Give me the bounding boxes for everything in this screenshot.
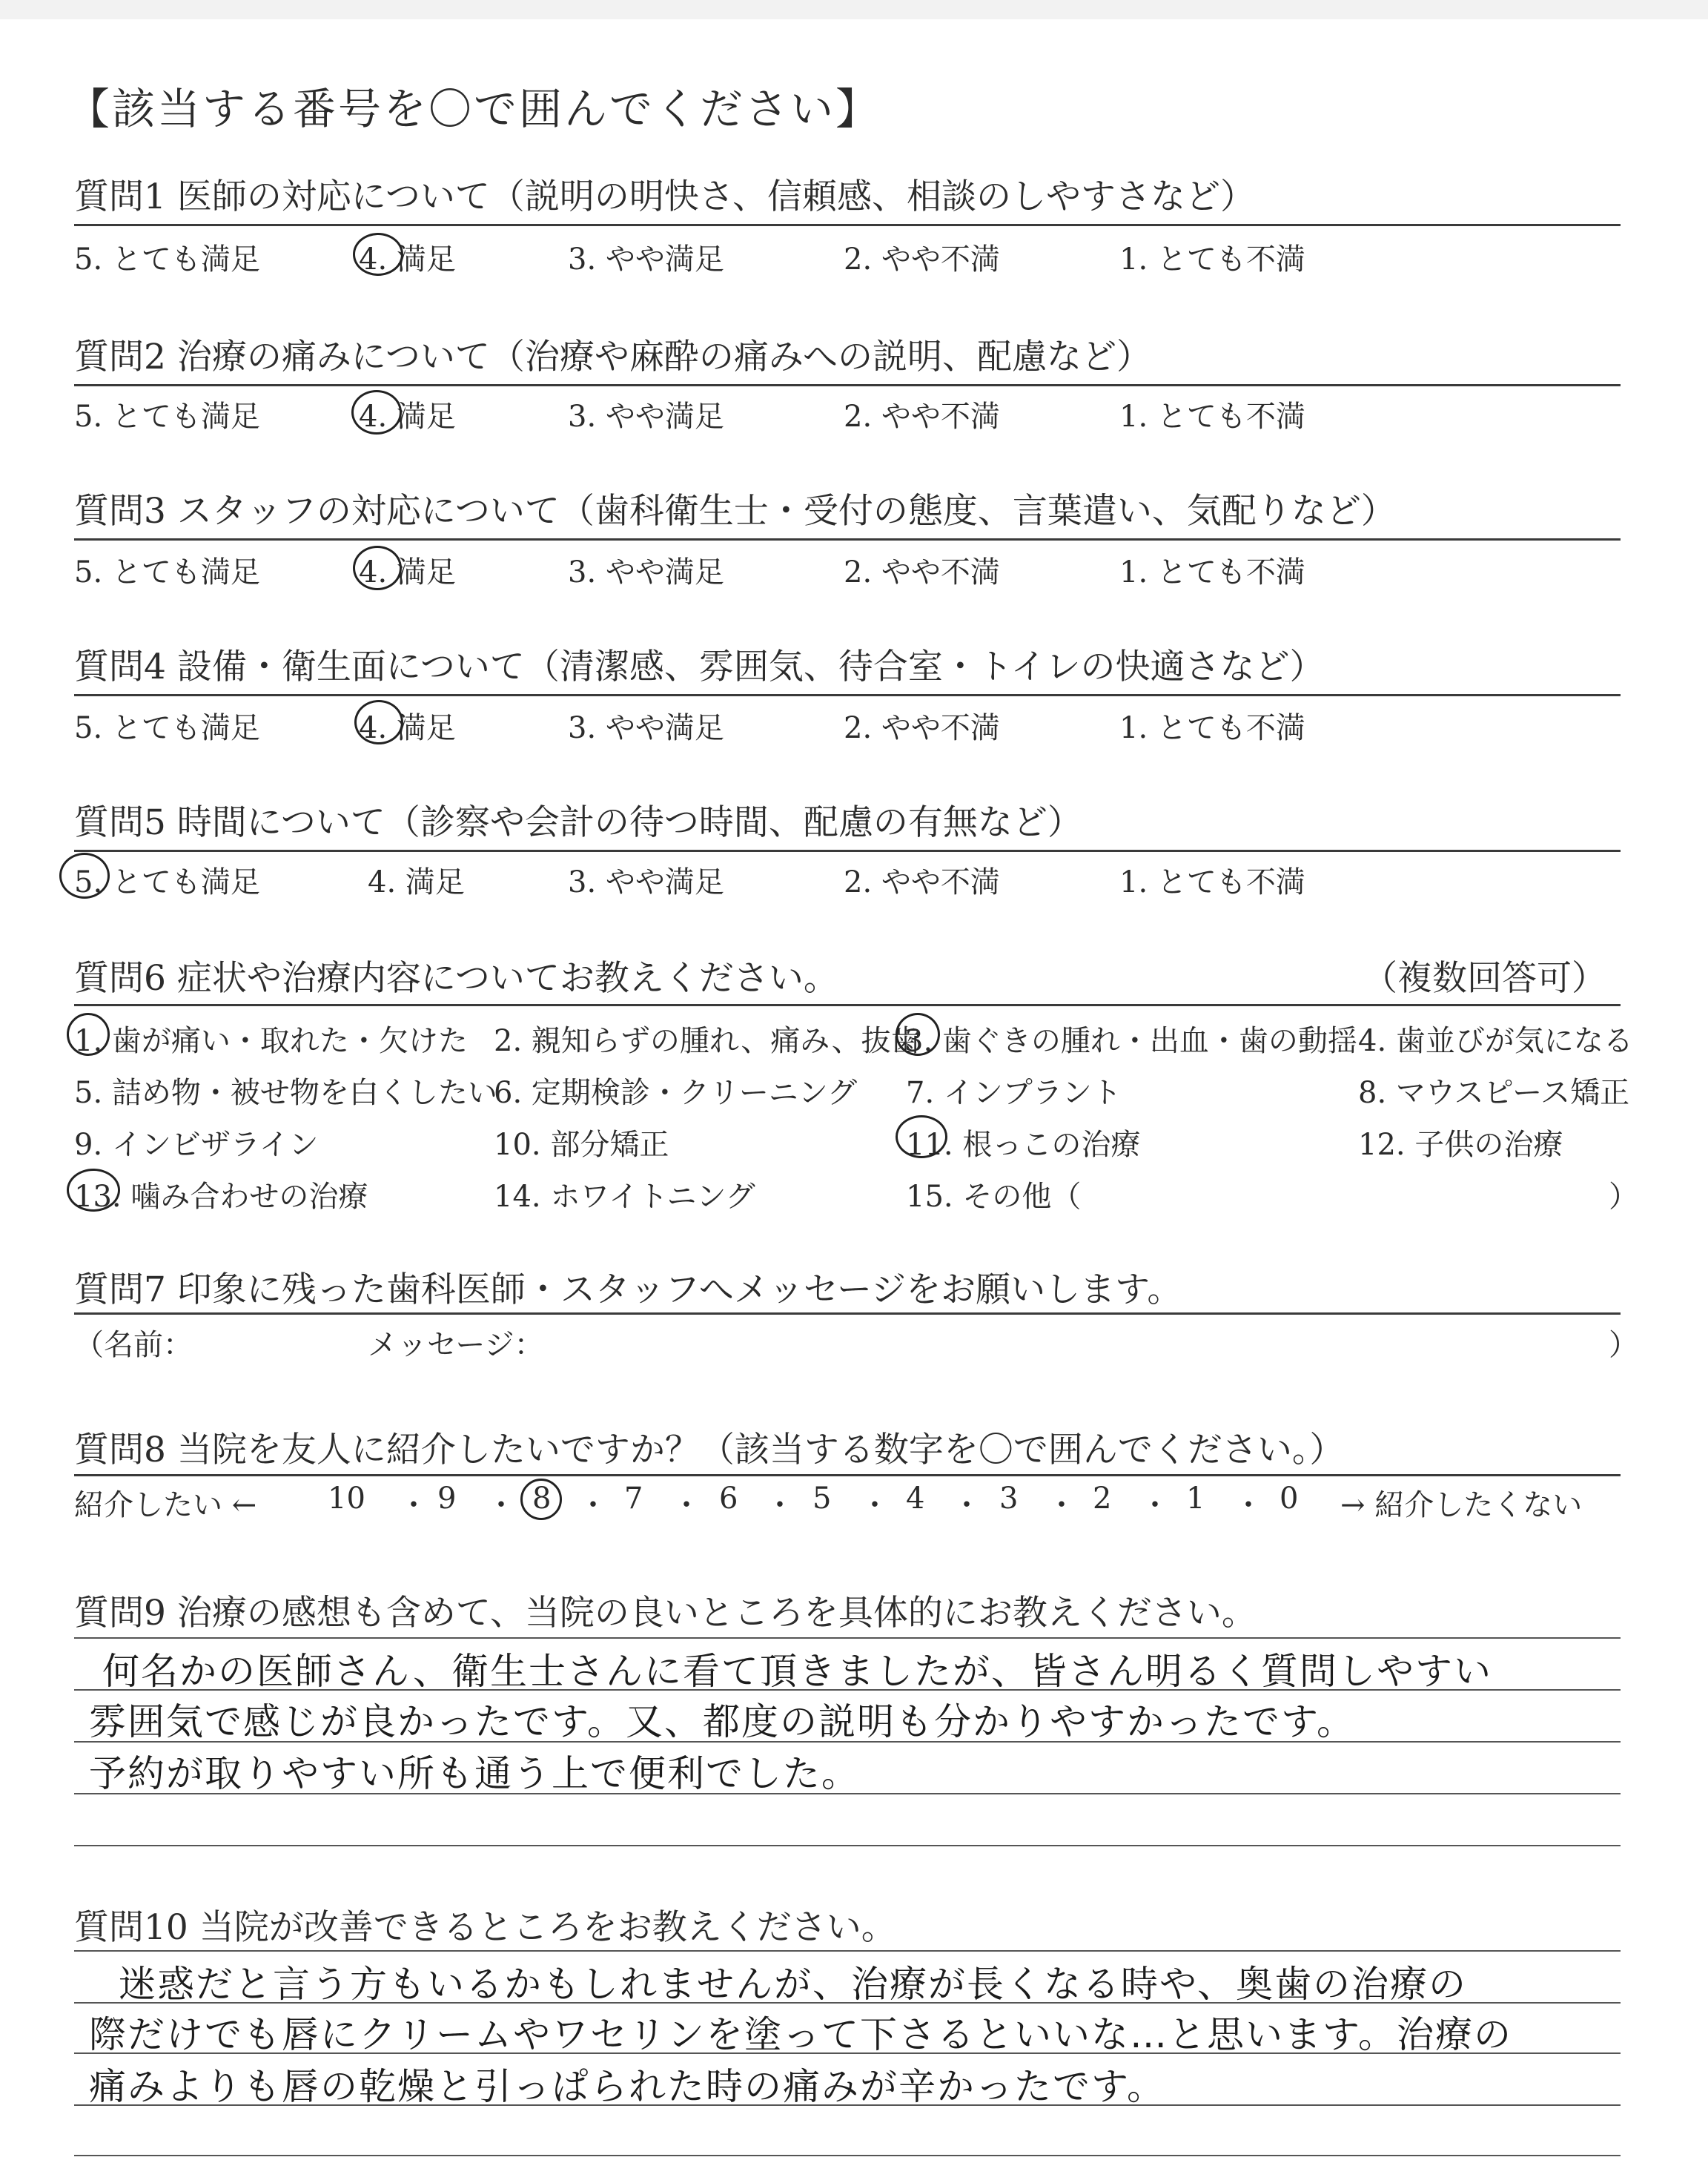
q8-sep: ・ [578,1488,608,1522]
q8-sep: ・ [399,1488,428,1522]
q7-close-paren: ） [1609,1328,1638,1362]
form-header: 【該当する番号を〇で囲んでください】 [67,84,881,134]
q6-item-10[interactable]: 10. 部分矯正 [494,1128,669,1162]
q4-option-5[interactable]: 5. とても満足 [74,711,260,745]
q8-sep: ・ [1047,1488,1076,1522]
q4-option-3[interactable]: 3. やや満足 [568,711,724,745]
question-5-rule [74,850,1621,852]
question-9-title: 質問9 治療の感想も含めて、当院の良いところを具体的にお教えください。 [74,1593,1257,1634]
q8-left-label: 紹介したい ← [74,1488,257,1522]
q9-answer-line-1: 何名かの医師さん、衛生士さんに看て頂きましたが、皆さん明るく質問しやすい [102,1650,1492,1693]
q3-option-2[interactable]: 2. やや不満 [844,555,1000,589]
q9-line-1 [74,1637,1621,1639]
question-2-title: 質問2 治療の痛みについて（治療や麻酔の痛みへの説明、配慮など） [74,337,1151,377]
question-6-rule [74,1004,1621,1006]
q1-option-5[interactable]: 5. とても満足 [74,242,260,277]
question-6-title: 質問6 症状や治療内容についてお教えください。 [74,958,838,999]
question-1-title: 質問1 医師の対応について（説明の明快さ、信頼感、相談のしやすさなど） [74,176,1256,217]
q4-option-2[interactable]: 2. やや不満 [844,711,1000,745]
question-3-rule [74,538,1621,541]
q6-item-14[interactable]: 14. ホワイトニング [494,1180,755,1214]
q1-option-1[interactable]: 1. とても不満 [1119,242,1305,277]
q8-scale-5[interactable]: 5 [812,1482,832,1516]
q8-right-label: → 紹介したくない [1340,1488,1583,1522]
q8-sep: ・ [1140,1488,1170,1522]
q8-sep: ・ [765,1488,795,1522]
q5-option-3[interactable]: 3. やや満足 [568,865,724,899]
question-1-rule [74,224,1621,226]
q10-answer-line-2: 際だけでも唇にクリームやワセリンを塗って下さるといいな…と思います。治療の [89,2013,1512,2056]
q8-scale-7[interactable]: 7 [624,1482,643,1516]
q6-item-11[interactable]: 11. 根っこの治療 [906,1128,1141,1162]
question-6-note: （複数回答可） [1363,958,1606,999]
q3-selection-circle [353,546,402,590]
q10-answer-line-1: 迷惑だと言う方もいるかもしれませんが、治療が長くなる時や、奥歯の治療の [119,1963,1467,2006]
q2-option-2[interactable]: 2. やや不満 [844,400,1000,434]
q5-selection-circle [59,853,110,899]
q5-option-2[interactable]: 2. やや不満 [844,865,1000,899]
q2-option-4[interactable]: 4. 満足 [359,400,456,434]
q1-option-4[interactable]: 4. 満足 [359,242,456,277]
q6-item-1[interactable]: 1. 歯が痛い・取れた・欠けた [74,1024,468,1058]
q8-sep: ・ [952,1488,982,1522]
q8-scale-8[interactable]: 8 [532,1482,552,1516]
q5-option-5[interactable]: 5. とても満足 [74,865,260,899]
q1-option-2[interactable]: 2. やや不満 [844,242,1000,277]
question-2-rule [74,384,1621,386]
question-8-rule [74,1474,1621,1476]
q8-sep: ・ [486,1488,516,1522]
q5-option-4[interactable]: 4. 満足 [368,865,465,899]
q8-scale-3[interactable]: 3 [999,1482,1019,1516]
q8-scale-9[interactable]: 9 [437,1482,457,1516]
q2-selection-circle [351,390,402,435]
q1-option-3[interactable]: 3. やや満足 [568,242,724,277]
question-7-rule [74,1312,1621,1315]
question-8-title: 質問8 当院を友人に紹介したいですか？（該当する数字を〇で囲んでください。） [74,1430,1345,1470]
q6-item-15[interactable]: 15. その他（ [906,1180,1082,1214]
question-4-rule [74,694,1621,696]
q2-option-5[interactable]: 5. とても満足 [74,400,260,434]
q6-item-15-close: ） [1609,1180,1638,1214]
q8-sep: ・ [860,1488,890,1522]
q10-answer-line-3: 痛みよりも唇の乾燥と引っぱられた時の痛みが辛かったです。 [89,2065,1165,2108]
q6-item-8[interactable]: 8. マウスピース矯正 [1358,1076,1630,1110]
q4-option-1[interactable]: 1. とても不満 [1119,711,1305,745]
q8-sep: ・ [1234,1488,1263,1522]
question-3-title: 質問3 スタッフの対応について（歯科衛生士・受付の態度、言葉遣い、気配りなど） [74,491,1396,532]
q6-item-2[interactable]: 2. 親知らずの腫れ、痛み、抜歯 [494,1024,921,1058]
q10-line-5 [74,2155,1621,2156]
q4-option-4[interactable]: 4. 満足 [359,711,456,745]
q3-option-5[interactable]: 5. とても満足 [74,555,260,589]
question-4-title: 質問4 設備・衛生面について（清潔感、雰囲気、待合室・トイレの快適さなど） [74,647,1325,687]
q6-circle-13 [67,1169,120,1212]
q6-circle-11 [896,1115,947,1158]
q6-item-12[interactable]: 12. 子供の治療 [1358,1128,1563,1162]
q10-line-1 [74,1950,1621,1952]
scan-top-edge [0,0,1708,19]
q8-scale-2[interactable]: 2 [1093,1482,1112,1516]
q6-item-3[interactable]: 3. 歯ぐきの腫れ・出血・歯の動揺 [904,1024,1357,1058]
q6-circle-3 [896,1013,940,1056]
q7-message-label[interactable]: メッセージ： [368,1328,544,1362]
q9-line-5 [74,1845,1621,1846]
q3-option-1[interactable]: 1. とても不満 [1119,555,1305,589]
q8-scale-4[interactable]: 4 [906,1482,925,1516]
q8-scale-6[interactable]: 6 [719,1482,738,1516]
question-7-title: 質問7 印象に残った歯科医師・スタッフへメッセージをお願いします。 [74,1269,1182,1310]
q6-circle-1 [67,1013,110,1056]
q7-name-label[interactable]: （名前： [74,1328,193,1362]
question-10-title: 質問10 当院が改善できるところをお教えください。 [74,1907,896,1948]
q3-option-3[interactable]: 3. やや満足 [568,555,724,589]
q9-answer-line-3: 予約が取りやすい所も通う上で便利でした。 [89,1752,860,1795]
q6-item-7[interactable]: 7. インプラント [906,1076,1122,1110]
q6-item-5[interactable]: 5. 詰め物・被せ物を白くしたい [74,1076,497,1110]
q8-sep: ・ [672,1488,701,1522]
q8-scale-10[interactable]: 10 [328,1482,365,1516]
q8-scale-1[interactable]: 1 [1186,1482,1205,1516]
q6-item-9[interactable]: 9. インビザライン [74,1128,319,1162]
q5-option-1[interactable]: 1. とても不満 [1119,865,1305,899]
q3-option-4[interactable]: 4. 満足 [359,555,456,589]
q4-selection-circle [354,700,403,744]
q1-selection-circle [353,233,403,276]
q6-item-4[interactable]: 4. 歯並びが気になる [1358,1024,1633,1058]
question-5-title: 質問5 時間について（診察や会計の待つ時間、配慮の有無など） [74,802,1082,843]
q2-option-3[interactable]: 3. やや満足 [568,400,724,434]
q6-item-6[interactable]: 6. 定期検診・クリーニング [494,1076,858,1110]
q8-scale-0[interactable]: 0 [1280,1482,1299,1516]
q8-selection-circle [520,1479,562,1520]
q6-item-13[interactable]: 13. 噛み合わせの治療 [74,1180,368,1214]
q2-option-1[interactable]: 1. とても不満 [1119,400,1305,434]
q9-answer-line-2: 雰囲気で感じが良かったです。又、都度の説明も分かりやすかったです。 [89,1700,1355,1743]
